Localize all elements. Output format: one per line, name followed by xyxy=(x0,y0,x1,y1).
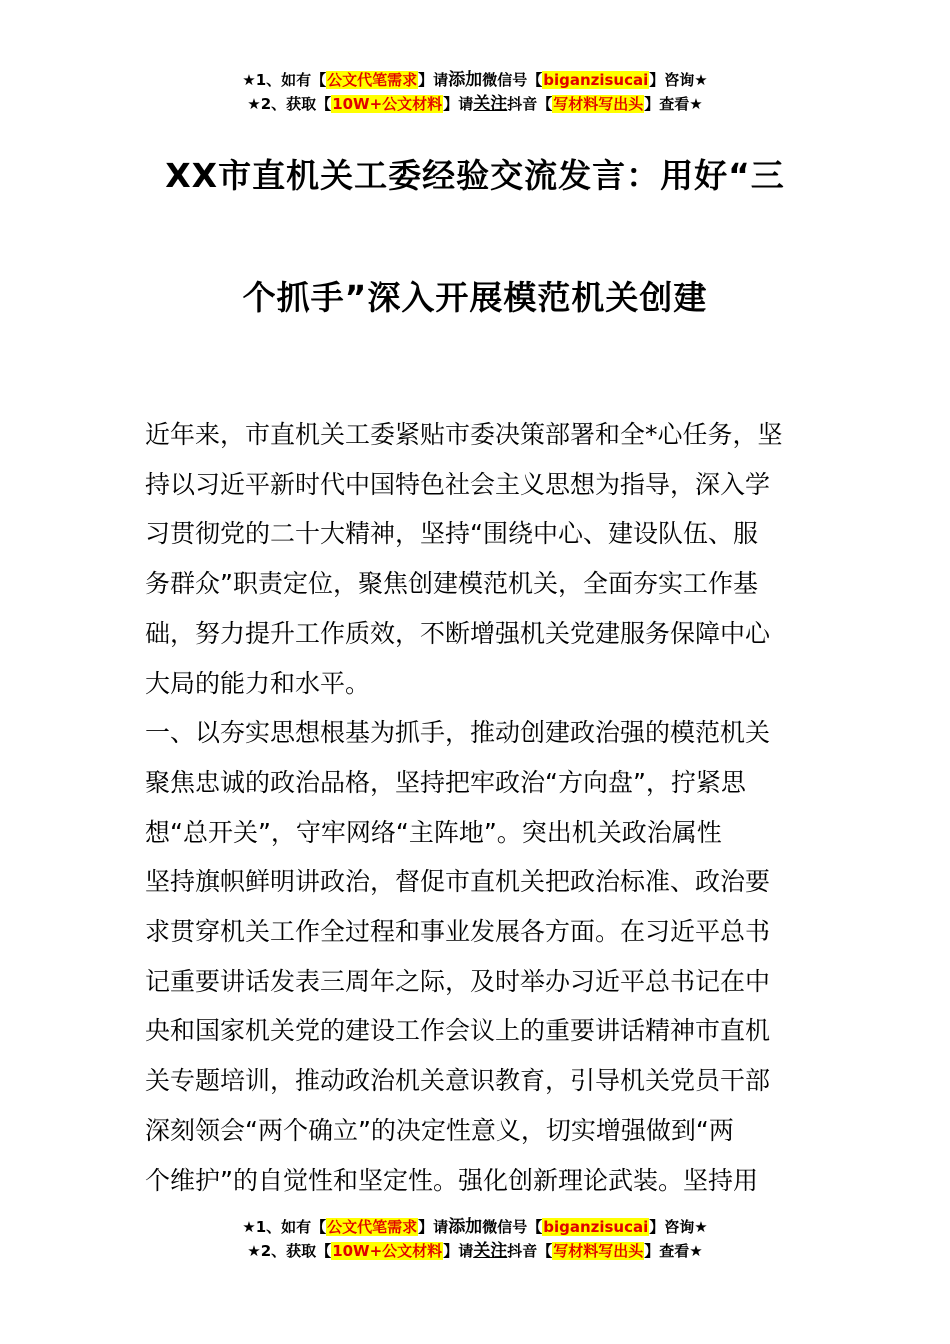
banner-text: 微信号【 xyxy=(482,71,543,89)
banner-highlight: 10W+公文材料 xyxy=(332,1242,443,1260)
wechat-id: biganzisucai xyxy=(543,1218,649,1236)
banner-highlight: 公文代笔需求 xyxy=(327,71,418,89)
banner-emphasis: 添加 xyxy=(448,1217,483,1237)
wechat-id: biganzisucai xyxy=(543,71,649,89)
banner-text: 】查看★ xyxy=(644,95,703,113)
banner-text: 】请 xyxy=(418,1218,449,1236)
banner-text: 】咨询★ xyxy=(649,1218,708,1236)
header-banner xyxy=(0,68,950,116)
body-line: 近年来，市直机关工委紧贴市委决策部署和全*心任务，坚 xyxy=(145,420,783,449)
banner-line-2 xyxy=(0,92,950,116)
body-line: 求贯穿机关工作全过程和事业发展各方面。在习近平总书 xyxy=(145,917,771,947)
body-line: 聚焦忠诚的政治品格，坚持把牢政治“方向盘”，拧紧思 xyxy=(145,767,746,797)
douyin-id: 写材料写出头 xyxy=(553,1242,644,1260)
document-body xyxy=(145,410,810,1205)
body-line: 习贯彻党的二十大精神，坚持“围绕中心、建设队伍、服 xyxy=(145,519,758,549)
banner-text: 】查看★ xyxy=(644,1242,703,1260)
banner-text: 抖音【 xyxy=(507,95,553,113)
banner-line-1 xyxy=(0,68,950,92)
body-line: 础，努力提升工作质效，不断增强机关党建服务保障中心 xyxy=(145,618,771,648)
banner-emphasis: 关注 xyxy=(473,1241,508,1261)
document-title-line-1: XX市直机关工委经验交流发言：用好“三 xyxy=(165,156,785,195)
banner-highlight: 10W+公文材料 xyxy=(332,95,443,113)
banner-text: 抖音【 xyxy=(507,1242,553,1260)
body-line: 想“总开关”，守牢网络“主阵地”。突出机关政治属性 xyxy=(145,817,722,847)
banner-text: ★1、如有【 xyxy=(242,1218,327,1236)
banner-text: 】请 xyxy=(443,95,474,113)
body-line: 务群众”职责定位，聚焦创建模范机关，全面夯实工作基 xyxy=(145,569,758,599)
banner-text: 】请 xyxy=(443,1242,474,1260)
banner-text: 】咨询★ xyxy=(649,71,708,89)
douyin-id: 写材料写出头 xyxy=(553,95,644,113)
banner-text: 微信号【 xyxy=(482,1218,543,1236)
section-heading: 一、以夯实思想根基为抓手，推动创建政治强的模范机关 xyxy=(145,718,771,748)
banner-text: ★2、获取【 xyxy=(247,95,332,113)
banner-highlight: 公文代笔需求 xyxy=(327,1218,418,1236)
body-line: 央和国家机关党的建设工作会议上的重要讲话精神市直机 xyxy=(145,1016,771,1046)
banner-emphasis: 关注 xyxy=(473,94,508,114)
banner-line-2 xyxy=(0,1239,950,1263)
footer-banner xyxy=(0,1215,950,1263)
banner-emphasis: 添加 xyxy=(448,70,483,90)
body-line: 坚持旗帜鲜明讲政治，督促市直机关把政治标准、政治要 xyxy=(145,867,771,897)
body-line: 个维护”的自觉性和坚定性。强化创新理论武装。坚持用 xyxy=(145,1165,758,1195)
banner-line-1 xyxy=(0,1215,950,1239)
banner-text: 】请 xyxy=(418,71,449,89)
body-line: 持以习近平新时代中国特色社会主义思想为指导，深入学 xyxy=(145,469,771,499)
body-line: 记重要讲话发表三周年之际，及时举办习近平总书记在中 xyxy=(145,966,771,996)
body-line: 深刻领会“两个确立”的决定性意义，切实增强做到“两 xyxy=(145,1115,734,1145)
document-title-line-2: 个抓手”深入开展模范机关创建 xyxy=(242,278,708,317)
banner-text: ★1、如有【 xyxy=(242,71,327,89)
banner-text: ★2、获取【 xyxy=(247,1242,332,1260)
body-line: 大局的能力和水平。 xyxy=(145,668,371,698)
body-line: 关专题培训，推动政治机关意识教育，引导机关党员干部 xyxy=(145,1066,771,1096)
